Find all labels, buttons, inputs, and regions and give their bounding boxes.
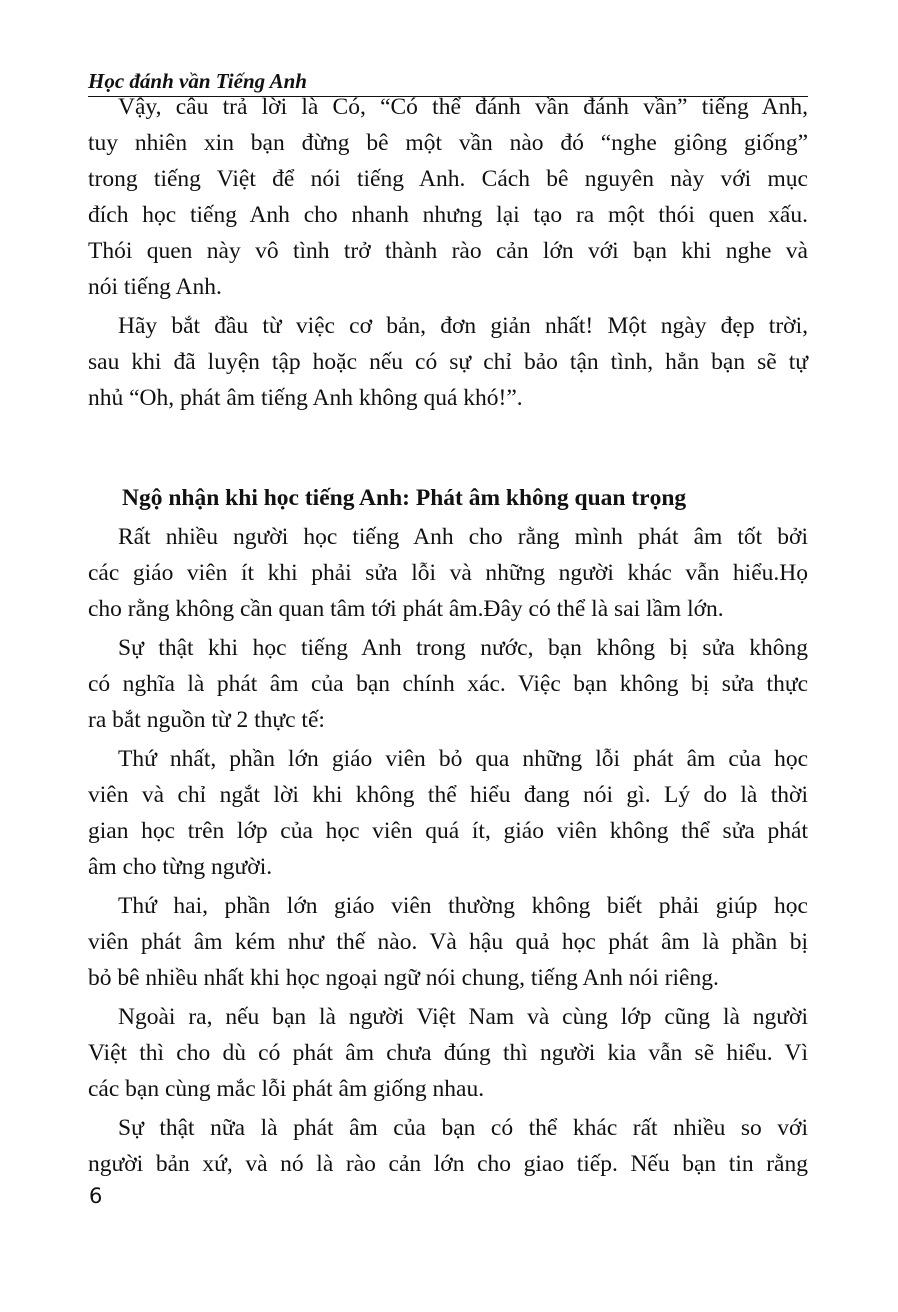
text-line: Rất nhiều người học tiếng Anh cho rằng mình phát âm tốt bởi — [118, 524, 808, 550]
paragraph — [88, 999, 808, 1107]
text-line: Ngoài ra, nếu bạn là người Việt Nam và cùng lớp cũng là người — [118, 1004, 808, 1030]
text-line: Hãy bắt đầu từ việc cơ bản, đơn giản nhất! Một ngày đẹp trời, — [118, 313, 808, 339]
text-line: người bản xứ, và nó là rào cản lớn cho giao tiếp. Nếu bạn tin rằng — [88, 1151, 808, 1177]
text-line: Thứ nhất, phần lớn giáo viên bỏ qua những lỗi phát âm của học — [118, 746, 808, 772]
text-line: các giáo viên ít khi phải sửa lỗi và những người khác vẫn hiểu.Họ — [88, 560, 808, 586]
text-line: tuy nhiên xin bạn đừng bê một vần nào đó “nghe giông giống” — [88, 130, 808, 156]
text-line: Sự thật nữa là phát âm của bạn có thể khác rất nhiều so với — [118, 1115, 808, 1141]
text-line: cho rằng không cần quan tâm tới phát âm.Đây có thể là sai lầm lớn. — [88, 596, 724, 622]
paragraph — [88, 89, 808, 305]
paragraph — [88, 888, 808, 996]
paragraph — [88, 741, 808, 885]
text-line: Thứ hai, phần lớn giáo viên thường không biết phải giúp học — [118, 893, 808, 919]
paragraph — [88, 308, 808, 416]
text-line: các bạn cùng mắc lỗi phát âm giống nhau. — [88, 1076, 485, 1102]
text-line: Sự thật khi học tiếng Anh trong nước, bạn không bị sửa không — [118, 635, 808, 661]
text-line: có nghĩa là phát âm của bạn chính xác. Việc bạn không bị sửa thực — [88, 671, 808, 697]
page-body — [88, 86, 808, 1182]
paragraph — [88, 1110, 808, 1182]
paragraph — [88, 630, 808, 738]
text-line: viên và chỉ ngắt lời khi không thể hiểu đang nói gì. Lý do là thời — [88, 782, 808, 808]
paragraph — [88, 519, 808, 627]
text-line: viên phát âm kém như thế nào. Và hậu quả học phát âm là phần bị — [88, 929, 808, 955]
text-line: bỏ bê nhiều nhất khi học ngoại ngữ nói chung, tiếng Anh nói riêng. — [88, 965, 719, 991]
text-line: sau khi đã luyện tập hoặc nếu có sự chỉ bảo tận tình, hẳn bạn sẽ tự — [88, 349, 808, 375]
header-title: Học đánh vần Tiếng Anh — [88, 69, 307, 93]
text-line: nói tiếng Anh. — [88, 274, 222, 300]
text-line: Thói quen này vô tình trở thành rào cản lớn với bạn khi nghe và — [88, 238, 808, 264]
text-line: Vậy, câu trả lời là Có, “Có thể đánh vần đánh vần” tiếng Anh, — [118, 94, 808, 120]
text-line: Việt thì cho dù có phát âm chưa đúng thì người kia vẫn sẽ hiểu. Vì — [88, 1040, 808, 1066]
text-line: âm cho từng người. — [88, 854, 273, 880]
text-line: Ngộ nhận khi học tiếng Anh: Phát âm không quan trọng — [122, 485, 687, 511]
text-line: ra bắt nguồn từ 2 thực tế: — [88, 707, 325, 733]
page-number: 6 — [89, 1184, 103, 1208]
text-line: gian học trên lớp của học viên quá ít, giáo viên không thể sửa phát — [88, 818, 808, 844]
text-line: nhủ “Oh, phát âm tiếng Anh không quá khó!”. — [88, 385, 523, 411]
section-heading — [88, 480, 808, 516]
text-line: trong tiếng Việt để nói tiếng Anh. Cách bê nguyên này với mục — [88, 166, 808, 192]
text-line: đích học tiếng Anh cho nhanh nhưng lại tạo ra một thói quen xấu. — [88, 202, 808, 228]
